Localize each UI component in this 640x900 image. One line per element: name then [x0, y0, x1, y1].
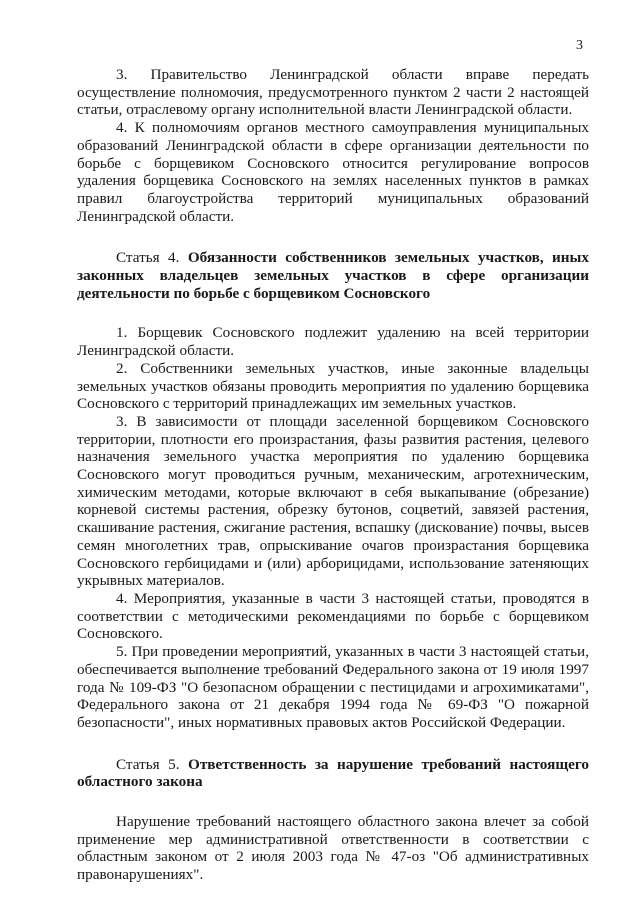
article-title: Ответственность за нарушение требований настоящего областного закона	[77, 755, 589, 791]
paragraph: 2. Собственники земельных участков, иные законные владельцы земельных участков обязаны проводить мероприятия по удалению борщевика Сосновского с территорий принадлежащих им земельных участков.	[77, 359, 589, 413]
article-3-continuation	[77, 66, 589, 225]
paragraph: 5. При проведении мероприятий, указанных в части 3 настоящей статьи, обеспечивается выполнение требований Федерального закона от 19 июля 1997 года № 109-ФЗ "О безопасном обращении с пестицидами и агрохимикатами", Федерального закона от 21 декабря 1994 года № 69-ФЗ "О пожарной безопасности", иных нормативных правовых актов Российской Федерации.	[77, 643, 589, 731]
document-body	[77, 66, 589, 884]
article-heading	[77, 756, 589, 791]
article-number: Статья 4.	[116, 249, 180, 267]
article-title: Обязанности собственников земельных участков, иных законных владельцев земельных участков в сфере организации деятельности по борьбе с борщевиком Сосновского	[77, 249, 590, 302]
article-4	[77, 249, 589, 731]
article-5	[77, 756, 589, 884]
paragraph: Нарушение требований настоящего областного закона влечет за собой применение мер административной ответственности в соответствии с областным законом от 2 июля 2003 года № 47-оз "Об административных правонарушениях".	[77, 813, 589, 884]
article-heading	[77, 249, 589, 302]
paragraph: 4. Мероприятия, указанные в части 3 настоящей статьи, проводятся в соответствии с методическими рекомендациями по борьбе с борщевиком Сосновского.	[77, 589, 589, 643]
article-number: Статья 5.	[116, 755, 180, 773]
paragraph: 3. В зависимости от площади заселенной борщевиком Сосновского территории, плотности его произрастания, фазы развития растения, целевого назначения земельного участка мероприятия по удалению борщевика Сосновского могут проводиться ручным, механическим, агротехническим, химическим методами, которые включают в себя выкапывание (обрезание) корневой системы растения, обрезку бутонов, соцветий, завязей растения, скашивание растения, сжигание растения, вспашку (дискование) почвы, высев семян многолетних трав, опрыскивание очагов произрастания борщевика Сосновского гербицидами и (или) арборицидами, использование затеняющих укрывных материалов.	[77, 412, 589, 590]
paragraph: 1. Борщевик Сосновского подлежит удалению на всей территории Ленинградской области.	[77, 324, 589, 360]
page-number: 3	[576, 38, 583, 53]
paragraph: 3. Правительство Ленинградской области вправе передать осуществление полномочия, предусмотренного пунктом 2 части 2 настоящей статьи, отраслевому органу исполнительной власти Ленинградской области.	[77, 66, 589, 119]
paragraph: 4. К полномочиям органов местного самоуправления муниципальных образований Ленинградской области в сфере организации деятельности по борьбе с борщевиком Сосновского относится регулирование вопросов удаления борщевика Сосновского на землях населенных пунктов в рамках правил благоустройства территорий муниципальных образований Ленинградской области.	[77, 119, 589, 225]
